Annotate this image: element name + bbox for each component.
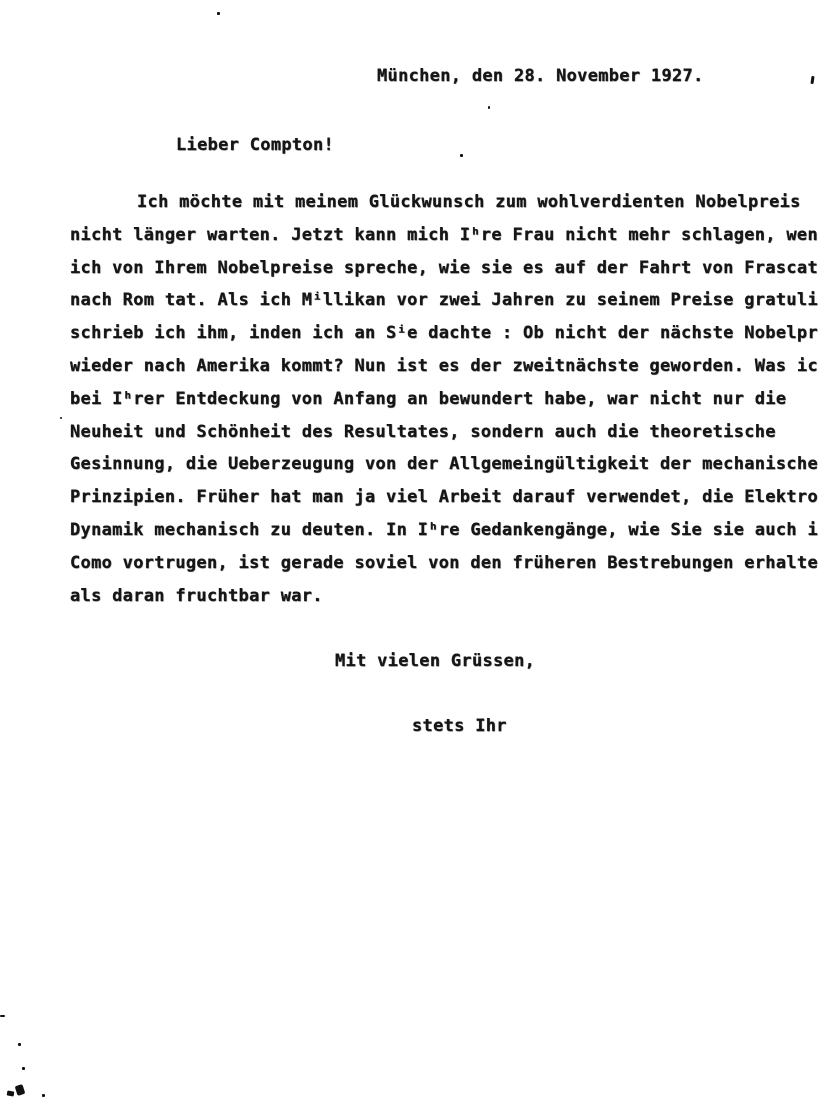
scan-speck — [460, 154, 463, 157]
body-line: Prinzipien. Früher hat man ja viel Arbeit darauf verwendet, die Elektro — [70, 487, 818, 508]
body-line: Neuheit und Schönheit des Resultates, sondern auch die theoretische — [70, 421, 776, 442]
body-line: Dynamik mechanisch zu deuten. In Iʰre Gedankengänge, wie Sie sie auch i — [70, 519, 818, 540]
scan-speck — [0, 1015, 5, 1017]
salutation: Lieber Compton! — [176, 135, 335, 155]
scan-speck — [810, 76, 814, 84]
body-line: ich von Ihrem Nobelpreise spreche, wie sie es auf der Fahrt von Frascat — [70, 257, 818, 278]
scan-speck — [18, 1043, 21, 1046]
dateline: München, den 28. November 1927. — [377, 66, 704, 86]
scan-speck — [42, 1094, 45, 1097]
body-line: Ich möchte mit meinem Glückwunsch zum wohlverdienten Nobelpreis — [137, 192, 801, 212]
letter-body — [70, 186, 829, 612]
body-line: nach Rom tat. Als ich Mⁱllikan vor zwei Jahren zu seinem Preise gratuli — [70, 290, 818, 311]
scan-speck — [217, 12, 220, 15]
closing: Mit vielen Grüssen, — [335, 651, 536, 671]
body-line: nicht länger warten. Jetzt kann mich Iʰre Frau nicht mehr schlagen, wen — [70, 224, 818, 245]
scan-speck — [60, 417, 62, 419]
scan-speck — [488, 106, 490, 109]
body-line: bei Iʰrer Entdeckung von Anfang an bewundert habe, war nicht nur die — [70, 388, 787, 409]
scan-speck — [7, 1090, 15, 1096]
body-line: Gesinnung, die Ueberzeugung von der Allgemeingültigkeit der mechanische — [70, 454, 818, 475]
signature: stets Ihr — [412, 716, 507, 736]
body-line: Como vortrugen, ist gerade soviel von den früheren Bestrebungen erhalte — [70, 552, 818, 573]
body-line: wieder nach Amerika kommt? Nun ist es der zweitnächste geworden. Was ic — [70, 355, 818, 376]
scan-speck — [15, 1084, 26, 1096]
body-line: als daran fruchtbar war. — [70, 585, 323, 606]
scan-speck — [22, 1067, 25, 1070]
body-line: schrieb ich ihm, inden ich an Sⁱe dachte : Ob nicht der nächste Nobelpr — [70, 323, 818, 344]
